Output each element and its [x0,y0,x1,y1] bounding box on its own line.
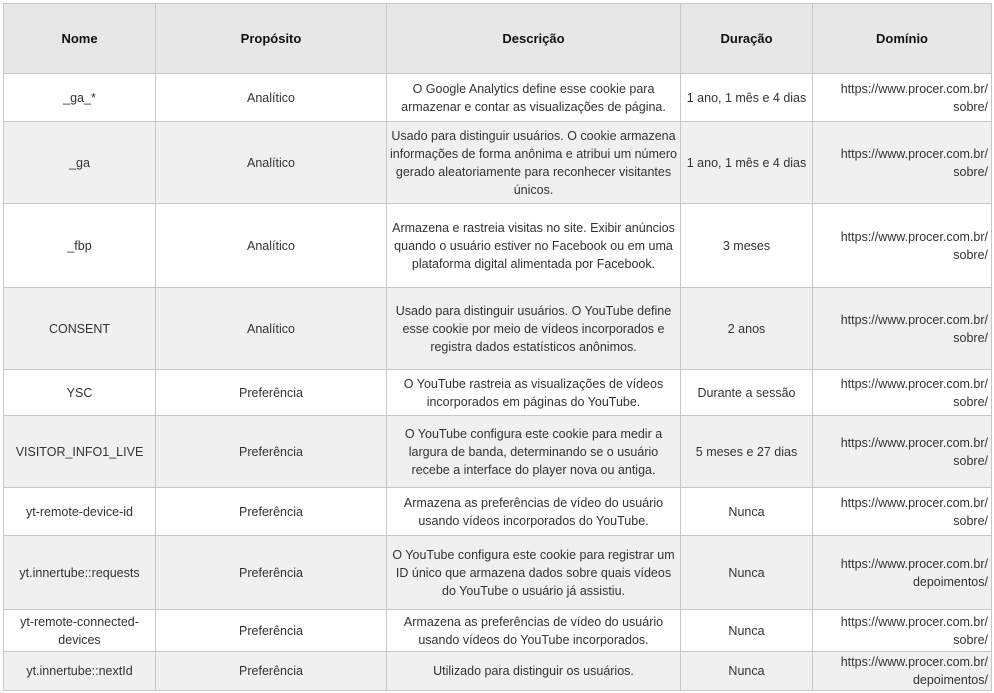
cell-dominio: https://www.procer.com.br/ sobre/ [813,610,992,652]
cell-proposito: Preferência [156,488,387,536]
cell-duracao: Durante a sessão [681,370,813,416]
cell-duracao: 1 ano, 1 mês e 4 dias [681,122,813,204]
cell-proposito: Preferência [156,536,387,610]
cell-nome: _fbp [4,204,156,288]
cell-dominio: https://www.procer.com.br/ depoimentos/ [813,652,992,691]
cell-dominio: https://www.procer.com.br/ sobre/ [813,74,992,122]
cell-dominio: https://www.procer.com.br/ depoimentos/ [813,536,992,610]
cell-descricao: Armazena e rastreia visitas no site. Exibir anúncios quando o usuário estiver no Facebook ou em uma plataforma digital alimentada por Facebook. [387,204,681,288]
table-row [4,204,992,288]
cell-descricao: Armazena as preferências de vídeo do usuário usando vídeos incorporados do YouTube. [387,488,681,536]
cell-proposito: Preferência [156,370,387,416]
column-header-dominio: Domínio [813,4,992,74]
table-row [4,122,992,204]
cell-dominio: https://www.procer.com.br/ sobre/ [813,370,992,416]
cell-duracao: Nunca [681,536,813,610]
cell-duracao: Nunca [681,610,813,652]
cell-dominio: https://www.procer.com.br/ sobre/ [813,288,992,370]
cell-descricao: O Google Analytics define esse cookie para armazenar e contar as visualizações de página. [387,74,681,122]
cell-nome: yt-remote-device-id [4,488,156,536]
table-row [4,488,992,536]
cell-duracao: Nunca [681,652,813,691]
cell-proposito: Preferência [156,652,387,691]
cell-descricao: Usado para distinguir usuários. O cookie armazena informações de forma anônima e atribui um número gerado aleatoriamente para reconhecer visitantes únicos. [387,122,681,204]
cell-descricao: Armazena as preferências de vídeo do usuário usando vídeos do YouTube incorporados. [387,610,681,652]
cell-dominio: https://www.procer.com.br/ sobre/ [813,488,992,536]
table-row [4,416,992,488]
cell-duracao: 1 ano, 1 mês e 4 dias [681,74,813,122]
cell-duracao: 3 meses [681,204,813,288]
cell-dominio: https://www.procer.com.br/ sobre/ [813,416,992,488]
table-row [4,610,992,652]
cell-proposito: Analítico [156,122,387,204]
cell-dominio: https://www.procer.com.br/ sobre/ [813,122,992,204]
header-row [4,4,992,74]
cell-descricao: O YouTube configura este cookie para registrar um ID único que armazena dados sobre quais vídeos do YouTube o usuário já assistiu. [387,536,681,610]
cookie-table [3,3,992,691]
table-row [4,370,992,416]
cell-nome: YSC [4,370,156,416]
cell-descricao: Usado para distinguir usuários. O YouTube define esse cookie por meio de vídeos incorporados e registra dados estatísticos anônimos. [387,288,681,370]
cell-nome: yt.innertube::requests [4,536,156,610]
cell-proposito: Analítico [156,74,387,122]
column-header-duracao: Duração [681,4,813,74]
cell-nome: _ga_* [4,74,156,122]
cell-proposito: Preferência [156,610,387,652]
table-row [4,74,992,122]
cell-nome: yt.innertube::nextId [4,652,156,691]
cell-dominio: https://www.procer.com.br/ sobre/ [813,204,992,288]
cell-nome: VISITOR_INFO1_LIVE [4,416,156,488]
cell-nome: CONSENT [4,288,156,370]
cell-nome: yt-remote-connected-devices [4,610,156,652]
table-row [4,652,992,691]
column-header-descricao: Descrição [387,4,681,74]
cell-duracao: 2 anos [681,288,813,370]
cell-proposito: Preferência [156,416,387,488]
cell-descricao: Utilizado para distinguir os usuários. [387,652,681,691]
column-header-proposito: Propósito [156,4,387,74]
cell-duracao: Nunca [681,488,813,536]
cell-descricao: O YouTube rastreia as visualizações de vídeos incorporados em páginas do YouTube. [387,370,681,416]
cell-proposito: Analítico [156,204,387,288]
table-row [4,288,992,370]
table-row [4,536,992,610]
cell-descricao: O YouTube configura este cookie para medir a largura de banda, determinando se o usuário recebe a interface do player nova ou antiga. [387,416,681,488]
cell-duracao: 5 meses e 27 dias [681,416,813,488]
cell-proposito: Analítico [156,288,387,370]
cell-nome: _ga [4,122,156,204]
column-header-nome: Nome [4,4,156,74]
